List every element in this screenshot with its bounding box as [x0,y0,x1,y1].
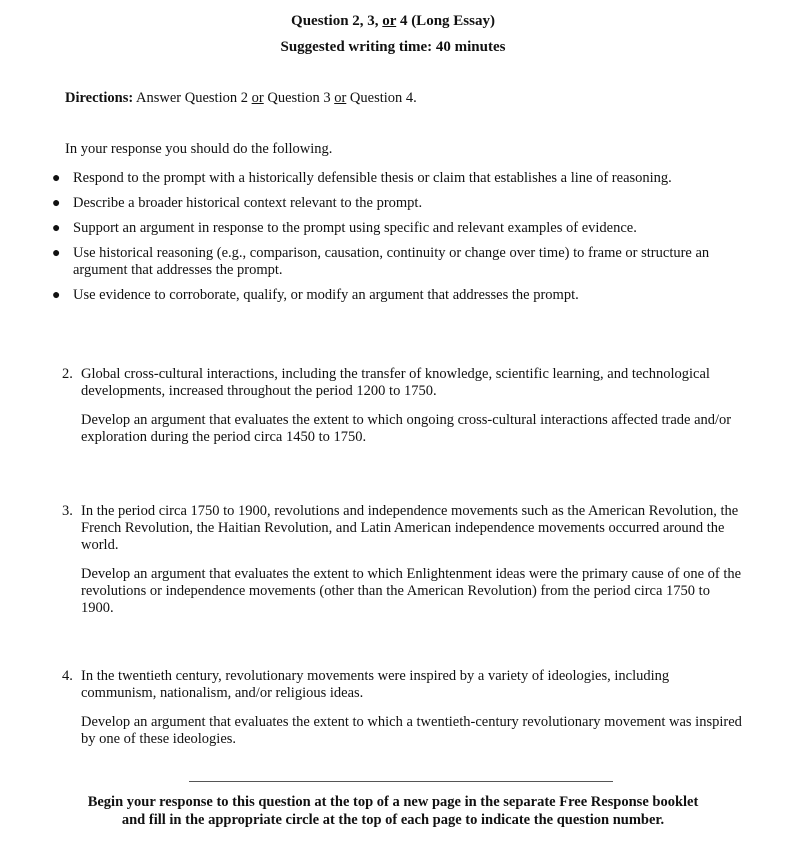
requirement-item [52,245,732,279]
title-prefix: Question 2, 3, [291,13,383,29]
bullet-icon: ● [52,246,61,261]
question-number: 3. [62,503,73,519]
question-context: Global cross-cultural interactions, including the transfer of knowledge, scientific learning, and technological developments, increased throughout the period 1200 to 1750. [81,366,710,399]
question-task: Develop an argument that evaluates the extent to which ongoing cross-cultural interactions affected trade and/or exploration during the period circa 1450 to 1750. [81,412,732,445]
directions-text-3: Question 4. [346,90,417,106]
question-number: 4. [62,668,73,684]
requirement-item [52,287,732,304]
question-3 [62,503,742,617]
question-context: In the period circa 1750 to 1900, revolutions and independence movements such as the American Revolution, the French Revolution, the Haitian Revolution, and Latin American independence movements occurred around the world. [81,503,739,553]
question-task: Develop an argument that evaluates the extent to which a twentieth-century revolutionary movement was inspired by one of these ideologies. [81,714,742,747]
requirement-text: Respond to the prompt with a historically defensible thesis or claim that establishes a line of reasoning. [73,170,672,186]
title-or: or [382,13,397,29]
bullet-icon: ● [52,221,61,236]
question-number: 2. [62,366,73,382]
requirement-text: Use evidence to corroborate, qualify, or modify an argument that addresses the prompt. [73,287,579,303]
requirement-item [52,195,732,212]
directions-or-2: or [334,90,347,106]
page-title [0,13,786,30]
requirement-text: Describe a broader historical context relevant to the prompt. [73,195,423,211]
question-4 [62,668,742,748]
question-2 [62,366,742,446]
requirement-text: Use historical reasoning (e.g., comparison, causation, continuity or change over time) to frame or structure an argument that addresses the prompt. [73,245,710,278]
question-task: Develop an argument that evaluates the extent to which Enlightenment ideas were the primary cause of one of the revolutions or independence movements (other than the American Revolution) from the period circa 1750 to 1900. [81,566,742,616]
requirement-item [52,170,732,187]
footer-line-2: and fill in the appropriate circle at the top of each page to indicate the question number. [121,812,665,828]
suggested-time: Suggested writing time: 40 minutes [280,39,506,55]
bullet-icon: ● [52,288,61,303]
bullet-icon: ● [52,171,61,186]
divider [189,781,613,782]
directions-label: Directions: [65,90,134,106]
requirements-list [52,170,732,312]
directions [65,90,417,107]
directions-text-2: Question 3 [263,90,335,106]
footer-line-1: Begin your response to this question at the top of a new page in the separate Free Response booklet [87,794,699,810]
requirement-item [52,220,732,237]
intro-text: In your response you should do the following. [65,141,333,157]
title-suffix: 4 (Long Essay) [396,13,495,29]
directions-text-1: Answer Question 2 [133,90,252,106]
footer-instructions [0,793,786,829]
directions-or-1: or [251,90,264,106]
requirement-text: Support an argument in response to the prompt using specific and relevant examples of evidence. [73,220,637,236]
question-context: In the twentieth century, revolutionary movements were inspired by a variety of ideologies, including communism, nationalism, and/or religious ideas. [81,668,670,701]
bullet-icon: ● [52,196,61,211]
